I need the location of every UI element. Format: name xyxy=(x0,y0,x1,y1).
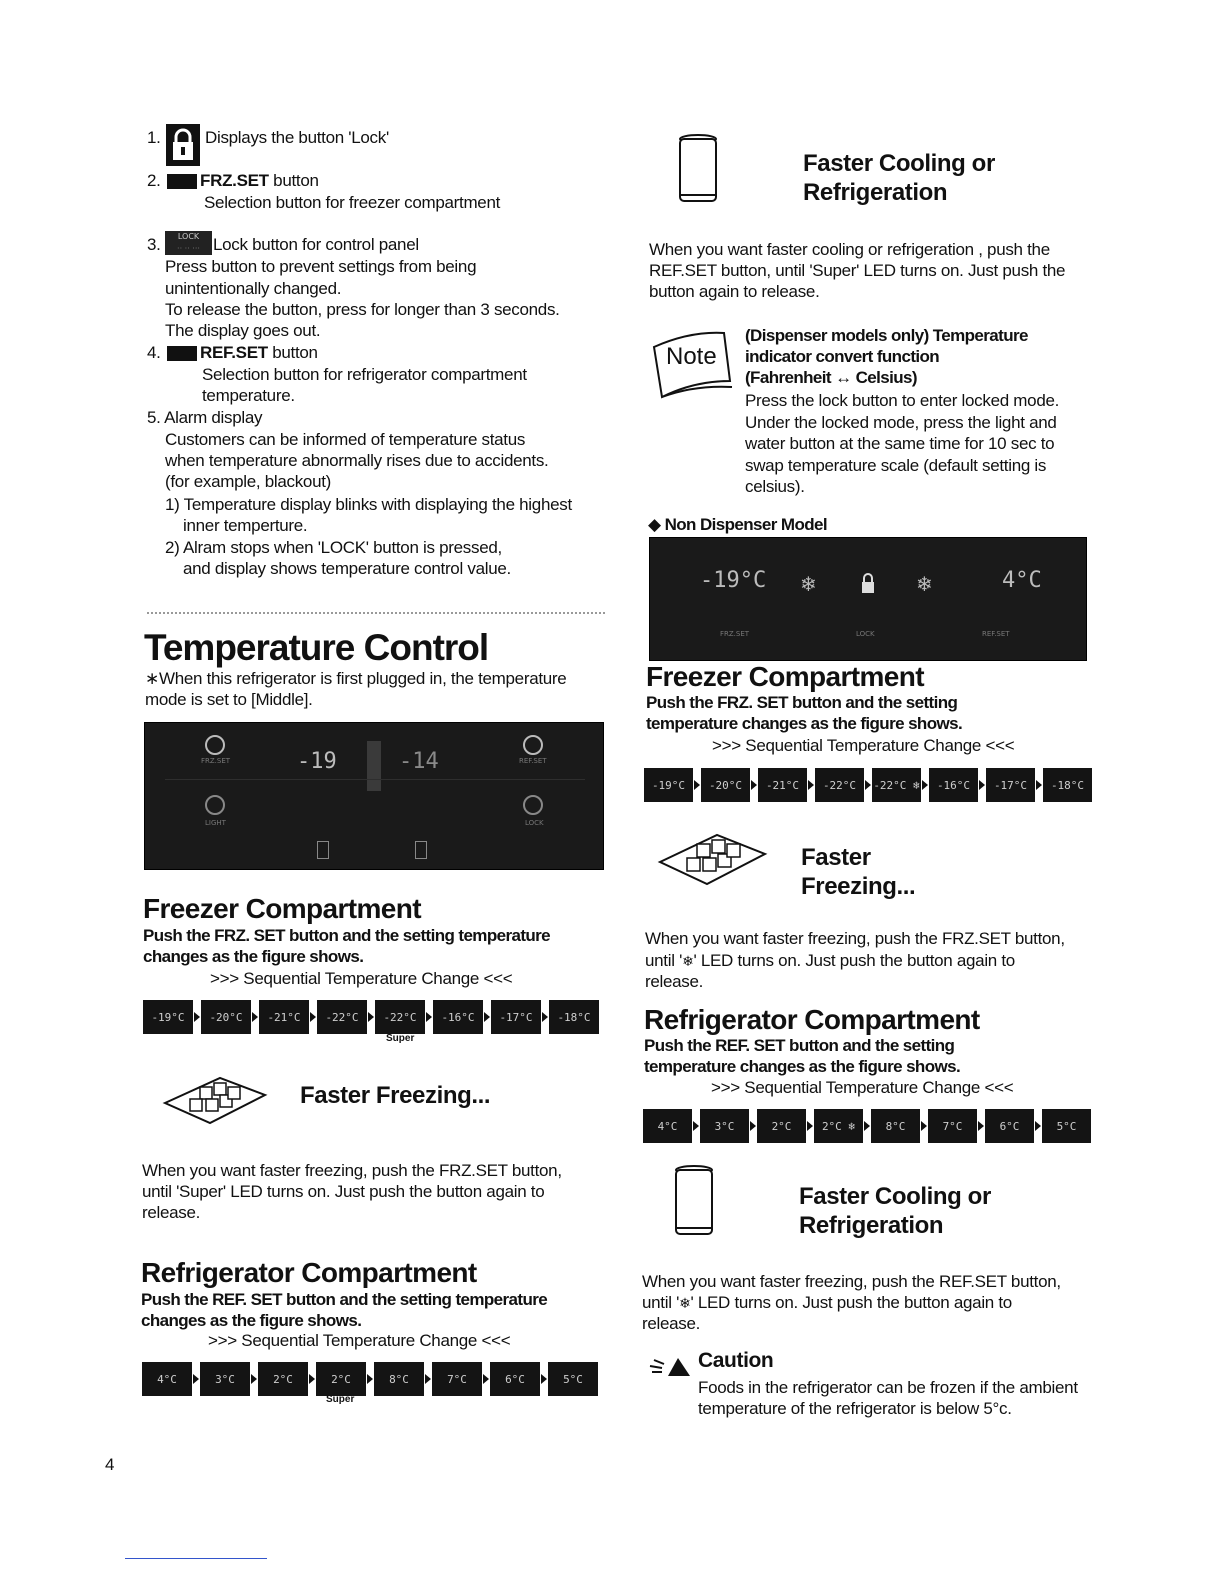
legend-item-3-number: 3. xyxy=(147,235,161,254)
nd-label-frz-set[interactable]: FRZ.SET xyxy=(720,630,750,638)
legend-item-5-title: 5. Alarm display xyxy=(147,408,263,427)
ice-tray-icon-right xyxy=(655,830,770,890)
right-faster-freezing-line-1: When you want faster freezing, push the FRZ.SET button, xyxy=(645,929,1065,948)
left-fridge-instr-line-1: Push the REF. SET button and the setting temperature xyxy=(141,1290,548,1309)
page-number: 4 xyxy=(105,1455,115,1474)
note-title-line-1: (Dispenser models only) Temperature xyxy=(745,326,1028,345)
right-faster-cooling-top-title-line-2: Refrigeration xyxy=(803,179,948,206)
left-fridge-seq-step-6: 7°C xyxy=(432,1362,482,1396)
left-fridge-seq-arrow-5 xyxy=(425,1374,431,1384)
legend-item-1 xyxy=(147,127,161,148)
nd-label-ref-set[interactable]: REF.SET xyxy=(982,630,1010,638)
nd-snowflake-icon-1: ❄ xyxy=(800,574,817,596)
right-freezer-instr-line-2: temperature changes as the figure shows. xyxy=(646,714,963,733)
right-faster-cooling-bottom-line-1: When you want faster freezing, push the REF.SET button, xyxy=(642,1272,1061,1291)
ice-dispense-icon xyxy=(317,841,329,859)
snowflake-icon-bottom: ❄ xyxy=(679,1295,691,1311)
legend-item-2-desc: Selection button for freezer compartment xyxy=(204,193,501,212)
note-line-1: Press the lock button to enter locked mode. xyxy=(745,391,1060,410)
temperature-control-note-line-1: ∗When this refrigerator is first plugged in, the temperature xyxy=(145,669,567,688)
right-faster-cooling-top-line-2: REF.SET button, until 'Super' LED turns on. Just push the xyxy=(649,261,1066,280)
right-freezer-instr-line-1: Push the FRZ. SET button and the setting xyxy=(646,693,958,712)
left-faster-freezing-line-3: release. xyxy=(142,1203,201,1222)
legend-item-4-number: 4. xyxy=(147,343,161,362)
legend-item-5-sub1-line-2: inner temperture. xyxy=(183,516,308,535)
ref-set-key-icon xyxy=(167,346,197,361)
nd-lock-icon xyxy=(860,572,876,594)
left-fridge-seq-step-5: 8°C xyxy=(374,1362,424,1396)
left-freezer-seq-arrow-1 xyxy=(194,1012,200,1022)
right-fridge-instr-line-1: Push the REF. SET button and the setting xyxy=(644,1036,955,1055)
nd-panel-freezer-display: -19°C xyxy=(700,568,767,593)
right-fridge-title: Refrigerator Compartment xyxy=(644,1004,980,1035)
right-freezer-seq-step-5: -22°C ❄ xyxy=(872,768,921,802)
footer-link-line xyxy=(125,1558,267,1559)
legend-item-1-number: 1. xyxy=(147,128,161,147)
legend-item-3-line-2: unintentionally changed. xyxy=(165,279,342,298)
right-faster-freezing-title-line-2: Freezing... xyxy=(801,873,916,900)
legend-item-3-title: Lock button for control panel xyxy=(213,235,419,254)
left-freezer-seq-step-2: -20°C xyxy=(201,1000,251,1034)
left-fridge-instr-line-2: changes as the figure shows. xyxy=(141,1311,362,1330)
left-freezer-seq-arrow-6 xyxy=(484,1012,490,1022)
legend-item-5-sub2-line-2: and display shows temperature control value. xyxy=(183,559,511,578)
right-fridge-seq-step-7: 6°C xyxy=(985,1109,1034,1143)
left-fridge-seq-step-1: 4°C xyxy=(142,1362,192,1396)
left-fridge-seq-arrow-1 xyxy=(193,1374,199,1384)
water-dispense-icon xyxy=(415,841,427,859)
temperature-control-title: Temperature Control xyxy=(144,627,489,668)
right-fridge-sequence xyxy=(643,1109,1091,1143)
right-fridge-seq-arrow-4 xyxy=(864,1121,870,1131)
note-line-5: celsius). xyxy=(745,477,805,496)
frz-set-key-icon xyxy=(167,174,197,189)
right-faster-freezing-until-pre: until ' xyxy=(645,951,683,970)
lock-key-icon xyxy=(166,124,200,166)
nd-panel-fridge-display: 4°C xyxy=(1002,568,1042,593)
panel-label-ref-set: REF.SET xyxy=(519,757,547,765)
left-fridge-seq-arrow-7 xyxy=(541,1374,547,1384)
right-fridge-seq-label: >>> Sequential Temperature Change <<< xyxy=(711,1078,1014,1097)
right-fridge-instr-line-2: temperature changes as the figure shows. xyxy=(644,1057,961,1076)
left-faster-freezing-line-1: When you want faster freezing, push the FRZ.SET button, xyxy=(142,1161,562,1180)
caution-line-1: Foods in the refrigerator can be frozen if the ambient xyxy=(698,1378,1078,1397)
left-fridge-seq-step-3: 2°C xyxy=(258,1362,308,1396)
note-label: Note xyxy=(666,343,717,370)
left-freezer-instr-line-1: Push the FRZ. SET button and the setting temperature xyxy=(143,926,551,945)
right-fridge-seq-arrow-6 xyxy=(978,1121,984,1131)
right-fridge-seq-arrow-1 xyxy=(693,1121,699,1131)
left-fridge-seq-arrow-4 xyxy=(367,1374,373,1384)
left-freezer-seq-label: >>> Sequential Temperature Change <<< xyxy=(210,969,513,988)
right-fridge-seq-arrow-2 xyxy=(750,1121,756,1131)
right-faster-freezing-line-3: release. xyxy=(645,972,704,991)
lock-panel-key-label: LOCK xyxy=(177,232,200,241)
panel-center-bar xyxy=(367,741,381,791)
right-freezer-seq-label: >>> Sequential Temperature Change <<< xyxy=(712,736,1015,755)
right-fridge-seq-step-4: 2°C ❄ xyxy=(814,1109,863,1143)
lock-panel-key-icon: LOCK ·· ·· ··· xyxy=(165,231,212,255)
temperature-control-note-line-2: mode is set to [Middle]. xyxy=(145,690,313,709)
right-fridge-seq-step-6: 7°C xyxy=(928,1109,977,1143)
left-fridge-sequence xyxy=(142,1362,598,1396)
right-freezer-title: Freezer Compartment xyxy=(646,661,925,692)
right-faster-cooling-top-line-3: button again to release. xyxy=(649,282,820,301)
right-faster-cooling-bottom-title-line-1: Faster Cooling or xyxy=(799,1183,991,1210)
left-fridge-seq-step-7: 6°C xyxy=(490,1362,540,1396)
legend-item-4-title: REF.SET xyxy=(200,343,268,362)
panel-divider xyxy=(165,779,585,780)
nd-snowflake-icon-2: ❄ xyxy=(916,574,933,596)
right-freezer-seq-step-1: -19°C xyxy=(644,768,693,802)
note-title-line-3: (Fahrenheit ↔ Celsius) xyxy=(745,368,917,387)
legend-item-4-suffix: button xyxy=(267,343,318,362)
legend-item-3-line-4: The display goes out. xyxy=(165,321,321,340)
legend-item-2-number: 2. xyxy=(147,171,161,190)
legend-item-4 xyxy=(147,342,318,363)
left-freezer-seq-step-8: -18°C xyxy=(549,1000,599,1034)
legend-item-2-title: FRZ.SET xyxy=(200,171,269,190)
left-freezer-seq-arrow-2 xyxy=(252,1012,258,1022)
legend-item-5-line-1: Customers can be informed of temperature status xyxy=(165,430,526,449)
section-divider xyxy=(147,612,605,615)
legend-item-5-line-3: (for example, blackout) xyxy=(165,472,332,491)
left-freezer-seq-arrow-5 xyxy=(426,1012,432,1022)
left-fridge-seq-step-2: 3°C xyxy=(200,1362,250,1396)
right-fridge-seq-step-3: 2°C xyxy=(757,1109,806,1143)
right-freezer-seq-step-4: -22°C xyxy=(815,768,864,802)
left-faster-freezing-title: Faster Freezing... xyxy=(300,1082,491,1109)
right-freezer-seq-arrow-1 xyxy=(694,780,700,790)
left-freezer-seq-step-7: -17°C xyxy=(491,1000,541,1034)
frz-set-button[interactable] xyxy=(205,735,225,755)
left-freezer-super-label: Super xyxy=(386,1033,415,1044)
right-fridge-seq-arrow-5 xyxy=(921,1121,927,1131)
lock-button[interactable] xyxy=(523,795,543,815)
left-fridge-seq-arrow-3 xyxy=(309,1374,315,1384)
right-faster-freezing-title-line-1: Faster xyxy=(801,844,871,871)
right-freezer-seq-step-3: -21°C xyxy=(758,768,807,802)
right-freezer-seq-arrow-6 xyxy=(979,780,985,790)
right-freezer-seq-step-2: -20°C xyxy=(701,768,750,802)
left-fridge-seq-step-4: 2°C xyxy=(316,1362,366,1396)
legend-item-3-line-1: Press button to prevent settings from being xyxy=(165,257,477,276)
right-faster-cooling-until-pre: until ' xyxy=(642,1293,680,1312)
legend-item-5-sub2-line-1: 2) Alram stops when 'LOCK' button is pressed, xyxy=(165,538,502,557)
right-faster-cooling-top-title-line-1: Faster Cooling or xyxy=(803,150,995,177)
non-dispenser-control-panel xyxy=(649,537,1087,661)
right-fridge-seq-step-5: 8°C xyxy=(871,1109,920,1143)
caution-title: Caution xyxy=(698,1349,774,1372)
panel-label-light: LIGHT xyxy=(205,819,226,827)
note-line-2: Under the locked mode, press the light and xyxy=(745,413,1057,432)
right-freezer-seq-arrow-3 xyxy=(808,780,814,790)
note-line-4: swap temperature scale (default setting is xyxy=(745,456,1047,475)
legend-item-5-sub1-line-1: 1) Temperature display blinks with displaying the highest xyxy=(165,495,572,514)
left-fridge-super-label: Super xyxy=(326,1394,355,1405)
left-freezer-seq-arrow-4 xyxy=(368,1012,374,1022)
right-faster-cooling-bottom-line-2 xyxy=(642,1292,1012,1314)
left-faster-freezing-line-2: until 'Super' LED turns on. Just push the button again to xyxy=(142,1182,545,1201)
right-freezer-seq-arrow-5 xyxy=(922,780,928,790)
panel-fridge-display: -14 xyxy=(399,749,439,774)
left-freezer-instr-line-2: changes as the figure shows. xyxy=(143,947,364,966)
right-freezer-seq-arrow-4 xyxy=(865,780,871,790)
left-freezer-seq-arrow-7 xyxy=(542,1012,548,1022)
legend-item-1-text: Displays the button 'Lock' xyxy=(205,128,389,147)
left-freezer-seq-step-3: -21°C xyxy=(259,1000,309,1034)
legend-item-2-suffix: button xyxy=(268,171,319,190)
dispenser-control-panel xyxy=(144,722,604,870)
caution-line-2: temperature of the refrigerator is below 5°c. xyxy=(698,1399,1012,1418)
caution-icon xyxy=(648,1354,692,1378)
left-freezer-seq-step-1: -19°C xyxy=(143,1000,193,1034)
left-fridge-seq-arrow-6 xyxy=(483,1374,489,1384)
ref-set-button[interactable] xyxy=(523,735,543,755)
panel-label-frz-set: FRZ.SET xyxy=(201,757,231,765)
light-button[interactable] xyxy=(205,795,225,815)
right-freezer-seq-step-8: -18°C xyxy=(1043,768,1092,802)
right-faster-freezing-line-2 xyxy=(645,950,1015,972)
legend-item-5-line-2: when temperature abnormally rises due to accidents. xyxy=(165,451,549,470)
right-freezer-seq-step-7: -17°C xyxy=(986,768,1035,802)
right-fridge-seq-step-1: 4°C xyxy=(643,1109,692,1143)
left-freezer-seq-step-4: -22°C xyxy=(317,1000,367,1034)
left-freezer-seq-arrow-3 xyxy=(310,1012,316,1022)
legend-item-4-line-2: temperature. xyxy=(202,386,295,405)
right-faster-freezing-until-post: ' LED turns on. Just push the button again to xyxy=(693,951,1015,970)
left-fridge-seq-label: >>> Sequential Temperature Change <<< xyxy=(208,1331,511,1350)
can-icon xyxy=(676,133,720,209)
right-fridge-seq-step-2: 3°C xyxy=(700,1109,749,1143)
right-fridge-seq-step-8: 5°C xyxy=(1042,1109,1091,1143)
note-title-line-2: indicator convert function xyxy=(745,347,940,366)
non-dispenser-title: ◆ Non Dispenser Model xyxy=(648,515,827,534)
left-freezer-title: Freezer Compartment xyxy=(143,893,422,924)
right-faster-cooling-bottom-title-line-2: Refrigeration xyxy=(799,1212,944,1239)
panel-freezer-display: -19 xyxy=(297,749,337,774)
left-fridge-seq-arrow-2 xyxy=(251,1374,257,1384)
right-freezer-seq-arrow-7 xyxy=(1036,780,1042,790)
ice-tray-icon xyxy=(160,1073,270,1128)
left-fridge-title: Refrigerator Compartment xyxy=(141,1257,477,1288)
legend-item-4-line-1: Selection button for refrigerator compartment xyxy=(202,365,527,384)
right-fridge-seq-arrow-7 xyxy=(1035,1121,1041,1131)
panel-label-lock: LOCK xyxy=(525,819,544,827)
snowflake-icon: ❄ xyxy=(682,953,694,969)
legend-item-3-line-3: To release the button, press for longer than 3 seconds. xyxy=(165,300,560,319)
left-freezer-seq-step-5: -22°C xyxy=(375,1000,425,1034)
right-faster-cooling-until-post: ' LED turns on. Just push the button again to xyxy=(690,1293,1012,1312)
right-freezer-seq-arrow-2 xyxy=(751,780,757,790)
note-line-3: water button at the same time for 10 sec to xyxy=(745,434,1055,453)
right-fridge-seq-arrow-3 xyxy=(807,1121,813,1131)
can-icon-bottom xyxy=(672,1164,716,1242)
right-faster-cooling-bottom-line-3: release. xyxy=(642,1314,701,1333)
nd-label-lock[interactable]: LOCK xyxy=(856,630,875,638)
left-freezer-sequence xyxy=(143,1000,599,1034)
right-freezer-seq-step-6: -16°C xyxy=(929,768,978,802)
left-fridge-seq-step-8: 5°C xyxy=(548,1362,598,1396)
left-freezer-seq-step-6: -16°C xyxy=(433,1000,483,1034)
legend-item-2 xyxy=(147,170,567,191)
right-freezer-sequence xyxy=(644,768,1092,802)
right-faster-cooling-top-line-1: When you want faster cooling or refrigeration , push the xyxy=(649,240,1050,259)
